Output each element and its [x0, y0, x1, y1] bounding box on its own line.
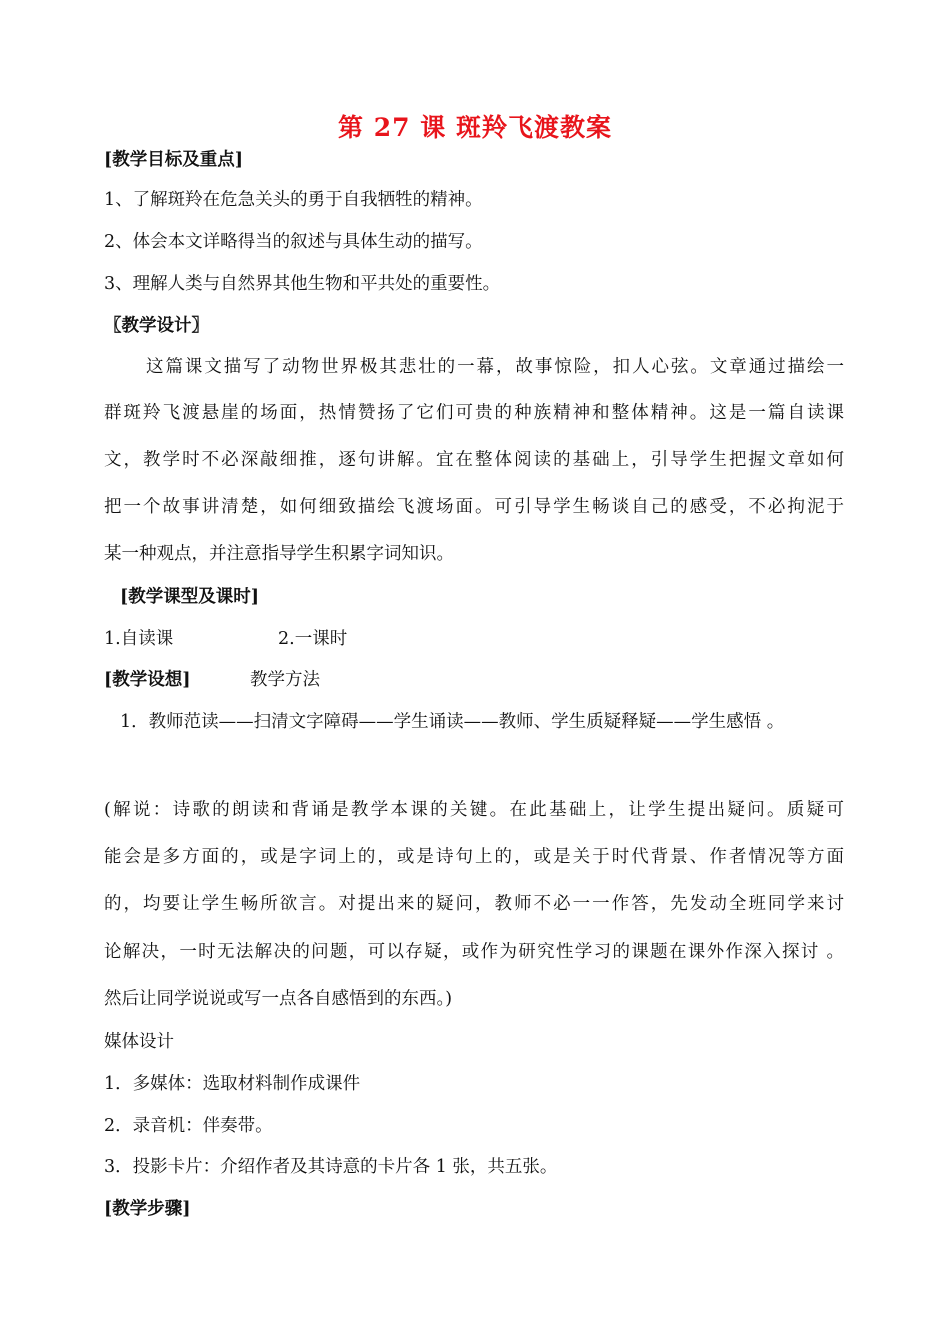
design-paragraph-line: 群斑羚飞渡悬崖的场面，热情赞扬了它们可贵的种族精神和整体精神。这是一篇自读课: [104, 403, 844, 423]
objectives-heading: [教学目标及重点]: [104, 150, 244, 170]
type-item: 2.一课时: [278, 629, 348, 649]
media-heading: 媒体设计: [104, 1032, 174, 1052]
page-title: 第 27 课 斑羚飞渡教案: [338, 113, 612, 142]
method-heading: [教学设想]: [104, 670, 191, 690]
design-paragraph-line: 某一种观点，并注意指导学生积累字词知识。: [104, 544, 454, 564]
objective-item: 3、理解人类与自然界其他生物和平共处的重要性。: [104, 274, 501, 294]
steps-heading: [教学步骤]: [104, 1199, 191, 1219]
media-item: 2．录音机：伴奏带。: [104, 1116, 273, 1136]
type-heading: [教学课型及课时]: [120, 587, 260, 607]
explanation-line: 然后让同学说说或写一点各自感悟到的东西。): [104, 989, 453, 1009]
design-heading: 〖教学设计〗: [104, 316, 209, 336]
media-item: 3．投影卡片：介绍作者及其诗意的卡片各 1 张，共五张。: [104, 1157, 558, 1177]
explanation-line: 能会是多方面的，或是字词上的，或是诗句上的，或是关于时代背景、作者情况等方面: [104, 847, 844, 867]
design-paragraph-line: 这篇课文描写了动物世界极其悲壮的一幕，故事惊险，扣人心弦。文章通过描绘一: [146, 357, 844, 377]
objective-item: 2、体会本文详略得当的叙述与具体生动的描写。: [104, 232, 483, 252]
explanation-line: 论解决，一时无法解决的问题，可以存疑，或作为研究性学习的课题在课外作深入探讨 。: [104, 942, 844, 962]
method-step: 1．教师范读——扫清文字障碍——学生诵读——教师、学生质疑释疑——学生感悟 。: [120, 712, 785, 732]
explanation-line: (解说：诗歌的朗读和背诵是教学本课的关键。在此基础上，让学生提出疑问。质疑可: [104, 800, 844, 820]
method-label: 教学方法: [250, 670, 320, 690]
objective-item: 1、了解斑羚在危急关头的勇于自我牺牲的精神。: [104, 190, 483, 210]
media-item: 1．多媒体：选取材料制作成课件: [104, 1074, 361, 1094]
type-item: 1.自读课: [104, 629, 174, 649]
design-paragraph-line: 文，教学时不必深敲细推，逐句讲解。宜在整体阅读的基础上，引导学生把握文章如何: [104, 450, 844, 470]
explanation-line: 的，均要让学生畅所欲言。对提出来的疑问，教师不必一一作答，先发动全班同学来讨: [104, 894, 844, 914]
design-paragraph-line: 把一个故事讲清楚，如何细致描绘飞渡场面。可引导学生畅谈自己的感受，不必拘泥于: [104, 497, 844, 517]
